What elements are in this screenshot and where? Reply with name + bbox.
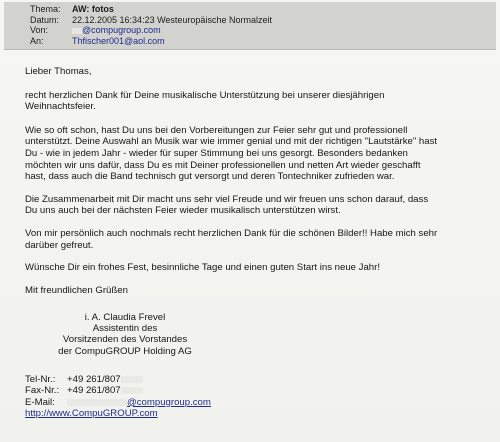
signature-company: der CompuGROUP Holding AG (58, 345, 192, 357)
header-row-to (4, 36, 496, 47)
greeting: Lieber Thomas, (25, 66, 92, 77)
closing: Mit freundlichen Grüßen (25, 284, 128, 296)
website-link[interactable]: http://www.CompuGROUP.com (25, 408, 158, 420)
tel-label: Tel-Nr.: (25, 374, 56, 385)
signature-department: Vorsitzenden des Vorstandes (62, 334, 188, 346)
from-label: Von: (30, 25, 49, 35)
paragraph-personal-thanks: Von mir persönlich auch nochmals recht herzlichen Dank für die schönen Bilder!! Habe mich sehr darüber gefreut. (25, 227, 438, 251)
fax-value: +49 261/807 (67, 385, 121, 397)
contact-email (25, 397, 325, 408)
to-label: An: (30, 35, 44, 46)
date-value: 22.12.2005 16:34:23 Westeuropäische Normalzeit (72, 14, 272, 25)
date-label: Datum: (30, 14, 60, 25)
paragraph-thanks: recht herzlichen Dank für Deine musikalische Unterstützung bei unserer diesjährigen Weihnachtsfeier. (25, 89, 385, 113)
paragraph-wishes: Wünsche Dir ein frohes Fest, besinnliche Tage und einen guten Start ins neue Jahr! (25, 262, 381, 274)
contact-tel (25, 374, 325, 385)
paragraph-support: Wie so oft schon, hast Du uns bei den Vorbereitungen zur Feier sehr gut und professionell unterstützt. Deine Auswahl an Musik war wie immer genial und mit der richtigen "Lautstärke" hast Du - wie in jedem Jahr - wieder für super Stimmung bei uns gesorgt. Besonders bedanken möchten wir uns dafür, dass Du es mit Deiner professionellen und netten Art wieder geschafft hast, dass auch die Band technisch gut versorgt und deren Tontechniker zufrieden war. (25, 124, 438, 183)
header-row-subject (4, 4, 496, 15)
redaction-mark (121, 376, 143, 383)
redaction-mark (121, 387, 143, 394)
header-row-date (4, 15, 496, 26)
redaction-mark (67, 399, 127, 406)
redaction-mark (72, 28, 82, 34)
email-header (4, 2, 496, 50)
subject-value: AW: fotos (72, 4, 114, 14)
from-value (72, 25, 161, 36)
tel-value: +49 261/807 (67, 374, 121, 385)
contact-block (25, 374, 325, 420)
email-body (25, 66, 495, 296)
signature-block (25, 312, 225, 357)
contact-website (25, 408, 325, 419)
paragraph-collaboration: Die Zusammenarbeit mit Dir macht uns sehr viel Freude und wir freuen uns schon darauf, dass Du uns auch bei der nächsten Feier wieder musikalisch unterstützen wirst. (25, 193, 429, 217)
subject-label: Thema: (30, 4, 61, 14)
signature-name: i. A. Claudia Frevel (84, 312, 166, 323)
to-value: Thfischer001@aol.com (72, 35, 165, 46)
contact-fax (25, 385, 325, 396)
email-link[interactable]: @compugroup.com (127, 396, 211, 408)
from-address: @compugroup.com (82, 25, 161, 35)
header-row-from (4, 25, 496, 36)
signature-title: Assistentin des (92, 323, 158, 335)
email-label: E-Mail: (25, 396, 55, 408)
fax-label: Fax-Nr.: (25, 385, 60, 397)
